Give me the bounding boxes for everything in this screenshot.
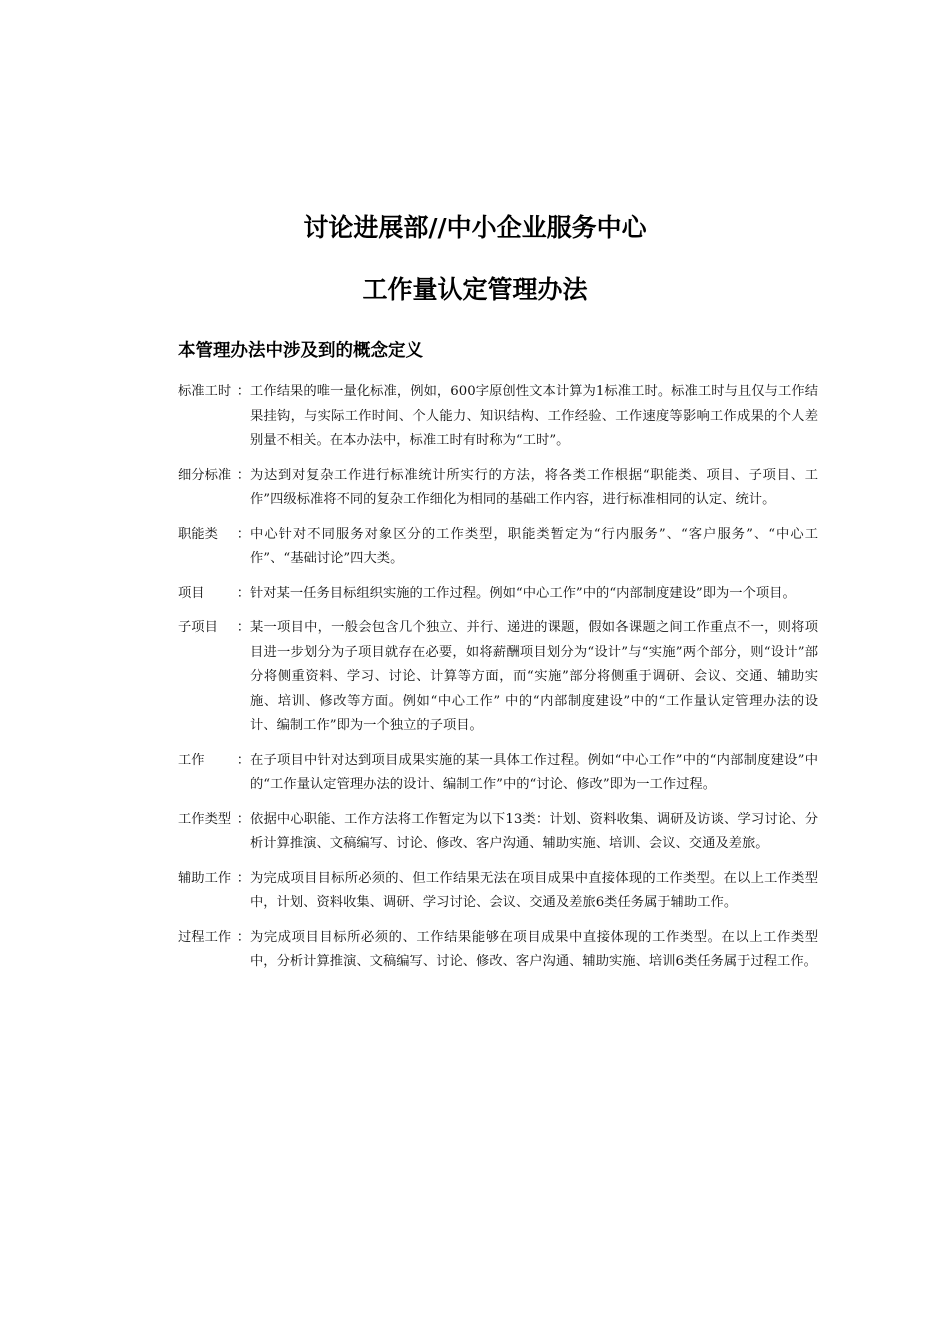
term xyxy=(178,582,250,607)
definition-text: 中心针对不同服务对象区分的工作类型，职能类暂定为“行内服务”、“客户服务”、“中心工作”、“基础讨论”四大类。 xyxy=(250,526,818,566)
term-colon: ： xyxy=(236,585,250,601)
definition-entry-standard-hour xyxy=(178,380,818,454)
document-title-line1: 讨论进展部//中小企业服务中心 xyxy=(303,213,647,242)
definition-entry-breakdown-standard xyxy=(178,464,818,513)
term-colon: ： xyxy=(236,929,250,945)
definition-text: 针对某一任务目标组织实施的工作过程。例如“中心工作”中的“内部制度建设”即为一个项目。 xyxy=(250,585,796,601)
definition-entry-auxiliary-work xyxy=(178,867,818,916)
definition-entry-process-work xyxy=(178,926,818,975)
term-label: 职能类 xyxy=(178,526,218,542)
definition-text: 依据中心职能、工作方法将工作暂定为以下13类：计划、资料收集、调研及访谈、学习讨论、分析计算推演、文稿编写、讨论、修改、客户沟通、辅助实施、培训、会议、交通及差旅。 xyxy=(250,811,818,851)
term xyxy=(178,380,250,405)
definition-entry-subproject xyxy=(178,616,818,739)
term xyxy=(178,808,250,833)
term-label: 工作类型 xyxy=(178,811,232,827)
section-heading: 本管理办法中涉及到的概念定义 xyxy=(178,341,423,361)
term-colon: ： xyxy=(236,811,250,827)
definition-entry-work-type xyxy=(178,808,818,857)
term-label: 项目 xyxy=(178,585,205,601)
term-label: 辅助工作 xyxy=(178,870,232,886)
term-label: 子项目 xyxy=(178,620,218,635)
definition-text: 在子项目中针对达到项目成果实施的某一具体工作过程。例如“中心工作”中的“内部制度建设”中的“工作量认定管理办法的设计、编制工作”中的“讨论、修改”即为一工作过程。 xyxy=(250,752,818,792)
term-colon: ： xyxy=(236,526,250,542)
definition-entry-function-category xyxy=(178,523,818,572)
term-label: 过程工作 xyxy=(178,929,232,945)
term xyxy=(178,867,250,892)
term xyxy=(178,616,250,641)
document-title-line2: 工作量认定管理办法 xyxy=(362,275,588,304)
definition-list xyxy=(178,380,818,985)
term-label: 工作 xyxy=(178,752,205,768)
term-colon: ： xyxy=(236,620,250,635)
term xyxy=(178,926,250,951)
term xyxy=(178,464,250,489)
definition-text: 为达到对复杂工作进行标准统计所实行的方法，将各类工作根据“职能类、项目、子项目、工作”四级标准将不同的复杂工作细化为相同的基础工作内容，进行标准相同的认定、统计。 xyxy=(250,467,818,507)
term-colon: ： xyxy=(236,870,250,886)
term-label: 细分标准 xyxy=(178,467,232,483)
term-colon: ： xyxy=(236,752,250,768)
definition-entry-work xyxy=(178,749,818,798)
term-label: 标准工时 xyxy=(178,384,232,399)
term xyxy=(178,523,250,548)
definition-entry-project xyxy=(178,582,818,607)
definition-text: 工作结果的唯一量化标准，例如，600字原创性文本计算为1标准工时。标准工时与且仅与工作结果挂钩，与实际工作时间、个人能力、知识结构、工作经验、工作速度等影响工作成果的个人差别量不相关。在本办法中，标准工时有时称为“工时”。 xyxy=(250,384,818,448)
definition-text: 某一项目中，一般会包含几个独立、并行、递进的课题，假如各课题之间工作重点不一，则将项目进一步划分为子项目就存在必要，如将薪酬项目划分为“设计”与“实施”两个部分，则“设计”部分将侧重资料、学习、讨论、计算等方面，而“实施”部分将侧重于调研、会议、交通、辅助实施、培训、修改等方面。例如“中心工作” 中的“内部制度建设”中的“工作量认定管理办法的设计、编制工作”即为一个独立的子项目。 xyxy=(250,620,818,733)
term xyxy=(178,749,250,774)
term-colon: ： xyxy=(236,384,250,399)
term-colon: ： xyxy=(236,467,250,483)
definition-text: 为完成项目目标所必须的、工作结果能够在项目成果中直接体现的工作类型。在以上工作类型中，分析计算推演、文稿编写、讨论、修改、客户沟通、辅助实施、培训6类任务属于过程工作。 xyxy=(250,929,818,969)
definition-text: 为完成项目目标所必须的、但工作结果无法在项目成果中直接体现的工作类型。在以上工作类型中，计划、资料收集、调研、学习讨论、会议、交通及差旅6类任务属于辅助工作。 xyxy=(250,870,818,910)
